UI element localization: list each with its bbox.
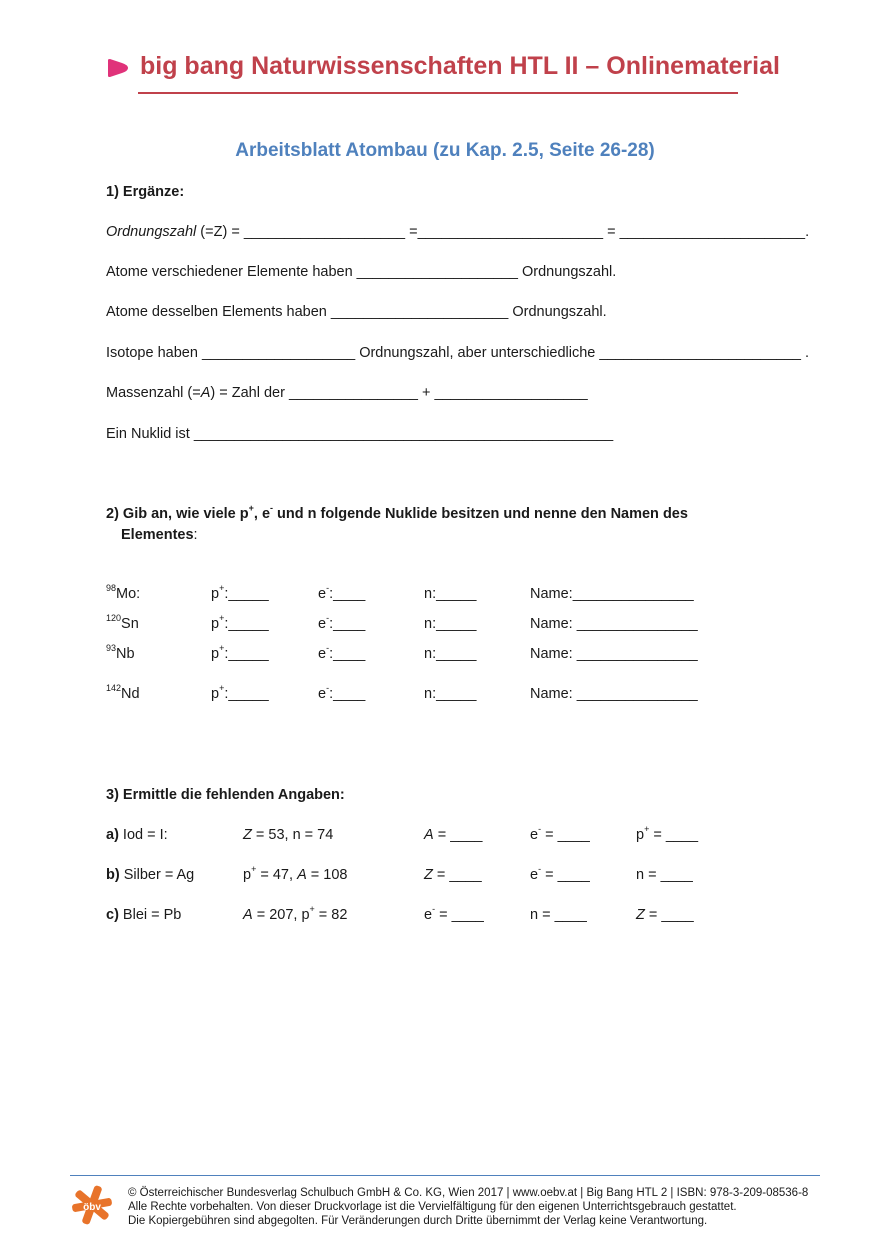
name-blank: Name: _______________ xyxy=(530,616,698,632)
sup: + xyxy=(644,824,650,835)
given: = 108 xyxy=(306,867,348,883)
element-symbol: Nb xyxy=(116,646,135,662)
blank: :____ xyxy=(329,646,366,662)
task-label: a) xyxy=(106,827,119,843)
section1-line4: Isotope haben ___________________ Ordnungszahl, aber unterschiedliche _________________________ . xyxy=(106,345,810,361)
line1-rest: (=Z) = ____________________ =_______________________ = _______________________. xyxy=(196,224,810,240)
blank: = ____ xyxy=(432,867,482,883)
var: Z xyxy=(636,907,645,923)
e-label: e xyxy=(318,686,327,702)
e-label: e xyxy=(318,586,327,602)
line5-A: A xyxy=(200,385,211,401)
blank: :_____ xyxy=(224,616,269,632)
element-name: Iod = I: xyxy=(118,827,168,843)
blank: :_____ xyxy=(224,646,269,662)
var: Z xyxy=(424,867,433,883)
mass-number: 98 xyxy=(106,583,117,594)
given: Z xyxy=(243,827,252,843)
header-title: big bang Naturwissenschaften HTL II – Onlinematerial xyxy=(140,52,780,80)
p-label: p xyxy=(211,686,220,702)
task-c-given xyxy=(243,904,348,923)
p-blank xyxy=(211,683,269,702)
var: p xyxy=(636,827,645,843)
section1-line2: Atome verschiedener Elemente haben ____________________ Ordnungszahl. xyxy=(106,264,617,280)
element-name: Silber = Ag xyxy=(119,867,195,883)
task-b-blank3: n = ____ xyxy=(636,867,693,883)
blank: :_____ xyxy=(224,686,269,702)
task-b-blank1 xyxy=(424,867,482,883)
given: = 82 xyxy=(314,907,348,923)
mass-number: 120 xyxy=(106,613,122,624)
blank: = ____ xyxy=(649,827,699,843)
nuclide-mo xyxy=(106,583,141,602)
e-blank xyxy=(318,683,366,702)
heading-part: 2) Gib an, wie viele p xyxy=(106,506,249,522)
blank: :____ xyxy=(329,616,366,632)
section2-heading-line2 xyxy=(121,527,198,543)
n-blank: n:_____ xyxy=(424,616,477,632)
given: = 207, p xyxy=(252,907,310,923)
blank: :_____ xyxy=(224,586,269,602)
n-blank: n:_____ xyxy=(424,586,477,602)
task-a-given xyxy=(243,827,333,843)
section1-line3: Atome desselben Elements haben ______________________ Ordnungszahl. xyxy=(106,304,607,320)
name-blank: Name:_______________ xyxy=(530,586,694,602)
sup: + xyxy=(219,643,225,654)
oebv-logo-icon xyxy=(70,1183,114,1231)
given: = 53, n = 74 xyxy=(251,827,334,843)
sup: - xyxy=(270,503,274,514)
nuclide-nd xyxy=(106,683,140,702)
e-label: e xyxy=(318,646,327,662)
blank: = ____ xyxy=(433,827,483,843)
header-divider xyxy=(138,92,738,94)
n-blank: n:_____ xyxy=(424,646,477,662)
var: e xyxy=(530,867,539,883)
heading-colon: : xyxy=(193,527,198,543)
blank: = ____ xyxy=(644,907,694,923)
sup: - xyxy=(326,613,330,624)
logo-text: öbv xyxy=(83,1202,101,1213)
sheet-title: Arbeitsblatt Atombau (zu Kap. 2.5, Seite 26-28) xyxy=(235,140,655,161)
task-a-blank2 xyxy=(530,824,590,843)
ordnungszahl-term: Ordnungszahl xyxy=(106,224,197,240)
footer-line2: Alle Rechte vorbehalten. Von dieser Druckvorlage ist die Vervielfältigung für den eigenen Unterrichtsgebrauch gestattet. xyxy=(128,1201,737,1213)
name-blank: Name: _______________ xyxy=(530,646,698,662)
p-blank xyxy=(211,583,269,602)
sup: - xyxy=(538,864,542,875)
element-name: Blei = Pb xyxy=(118,907,182,923)
sup: + xyxy=(219,613,225,624)
section1-line5 xyxy=(106,385,588,401)
task-a-element xyxy=(106,827,168,843)
section3-heading: 3) Ermittle die fehlenden Angaben: xyxy=(106,787,345,803)
given: A xyxy=(297,867,307,883)
sup: + xyxy=(309,904,315,915)
task-b-blank2 xyxy=(530,864,590,883)
n-blank: n:_____ xyxy=(424,686,477,702)
sup: - xyxy=(432,904,436,915)
name-blank: Name: _______________ xyxy=(530,686,698,702)
task-c-element xyxy=(106,907,181,923)
task-c-blank2: n = ____ xyxy=(530,907,587,923)
p-blank xyxy=(211,613,269,632)
line5-post: ) = Zahl der ________________ + ___________________ xyxy=(210,385,588,401)
task-b-given xyxy=(243,864,348,883)
task-c-blank1 xyxy=(424,904,484,923)
section1-line1 xyxy=(106,224,809,240)
sup: + xyxy=(248,503,254,514)
footer-line3: Die Kopiergebühren sind abgegolten. Für Veränderungen durch Dritte übernimmt der Verlag keine Verantwortung. xyxy=(128,1215,708,1227)
heading-part: und n folgende Nuklide besitzen und nenne den Namen des xyxy=(273,506,688,522)
blank: :____ xyxy=(329,586,366,602)
task-a-blank3 xyxy=(636,824,699,843)
var: e xyxy=(424,907,433,923)
task-label: c) xyxy=(106,907,119,923)
line5-pre: Massenzahl (= xyxy=(106,385,201,401)
e-blank xyxy=(318,643,366,662)
nuclide-sn xyxy=(106,613,139,632)
given: p xyxy=(243,867,252,883)
e-blank xyxy=(318,583,366,602)
element-symbol: Mo: xyxy=(116,586,141,602)
section1-line6: Ein Nuklid ist ____________________________________________________ xyxy=(106,426,614,442)
blank: = ____ xyxy=(541,867,590,883)
task-label: b) xyxy=(106,867,120,883)
e-blank xyxy=(318,613,366,632)
given: = 47, xyxy=(256,867,298,883)
footer-copyright xyxy=(128,1186,808,1228)
mass-number: 142 xyxy=(106,683,122,694)
given: A xyxy=(243,907,253,923)
heading-part: , e xyxy=(253,506,271,522)
element-symbol: Nd xyxy=(121,686,140,702)
e-label: e xyxy=(318,616,327,632)
sup: - xyxy=(326,643,330,654)
p-label: p xyxy=(211,646,220,662)
play-arrow-icon xyxy=(106,59,130,81)
sup: - xyxy=(326,583,330,594)
sup: + xyxy=(251,864,257,875)
section2-heading xyxy=(106,503,688,522)
p-label: p xyxy=(211,616,220,632)
mass-number: 93 xyxy=(106,643,117,654)
sup: + xyxy=(219,683,225,694)
task-c-blank3 xyxy=(636,907,694,923)
element-symbol: Sn xyxy=(121,616,139,632)
heading-part: Elementes xyxy=(121,527,194,543)
sup: - xyxy=(538,824,542,835)
blank: :____ xyxy=(329,686,366,702)
task-b-element xyxy=(106,867,194,883)
footer-divider xyxy=(70,1175,820,1176)
footer-line1: © Österreichischer Bundesverlag Schulbuch GmbH & Co. KG, Wien 2017 | www.oebv.at | Big Bang HTL 2 | ISBN: 978-3-209-08536-8 xyxy=(128,1187,809,1199)
blank: = ____ xyxy=(435,907,484,923)
p-label: p xyxy=(211,586,220,602)
sup: + xyxy=(219,583,225,594)
task-a-blank1 xyxy=(424,827,482,843)
section1-heading: 1) Ergänze: xyxy=(106,184,185,200)
blank: = ____ xyxy=(541,827,590,843)
nuclide-nb xyxy=(106,643,135,662)
var: e xyxy=(530,827,539,843)
var: A xyxy=(424,827,434,843)
p-blank xyxy=(211,643,269,662)
sup: - xyxy=(326,683,330,694)
